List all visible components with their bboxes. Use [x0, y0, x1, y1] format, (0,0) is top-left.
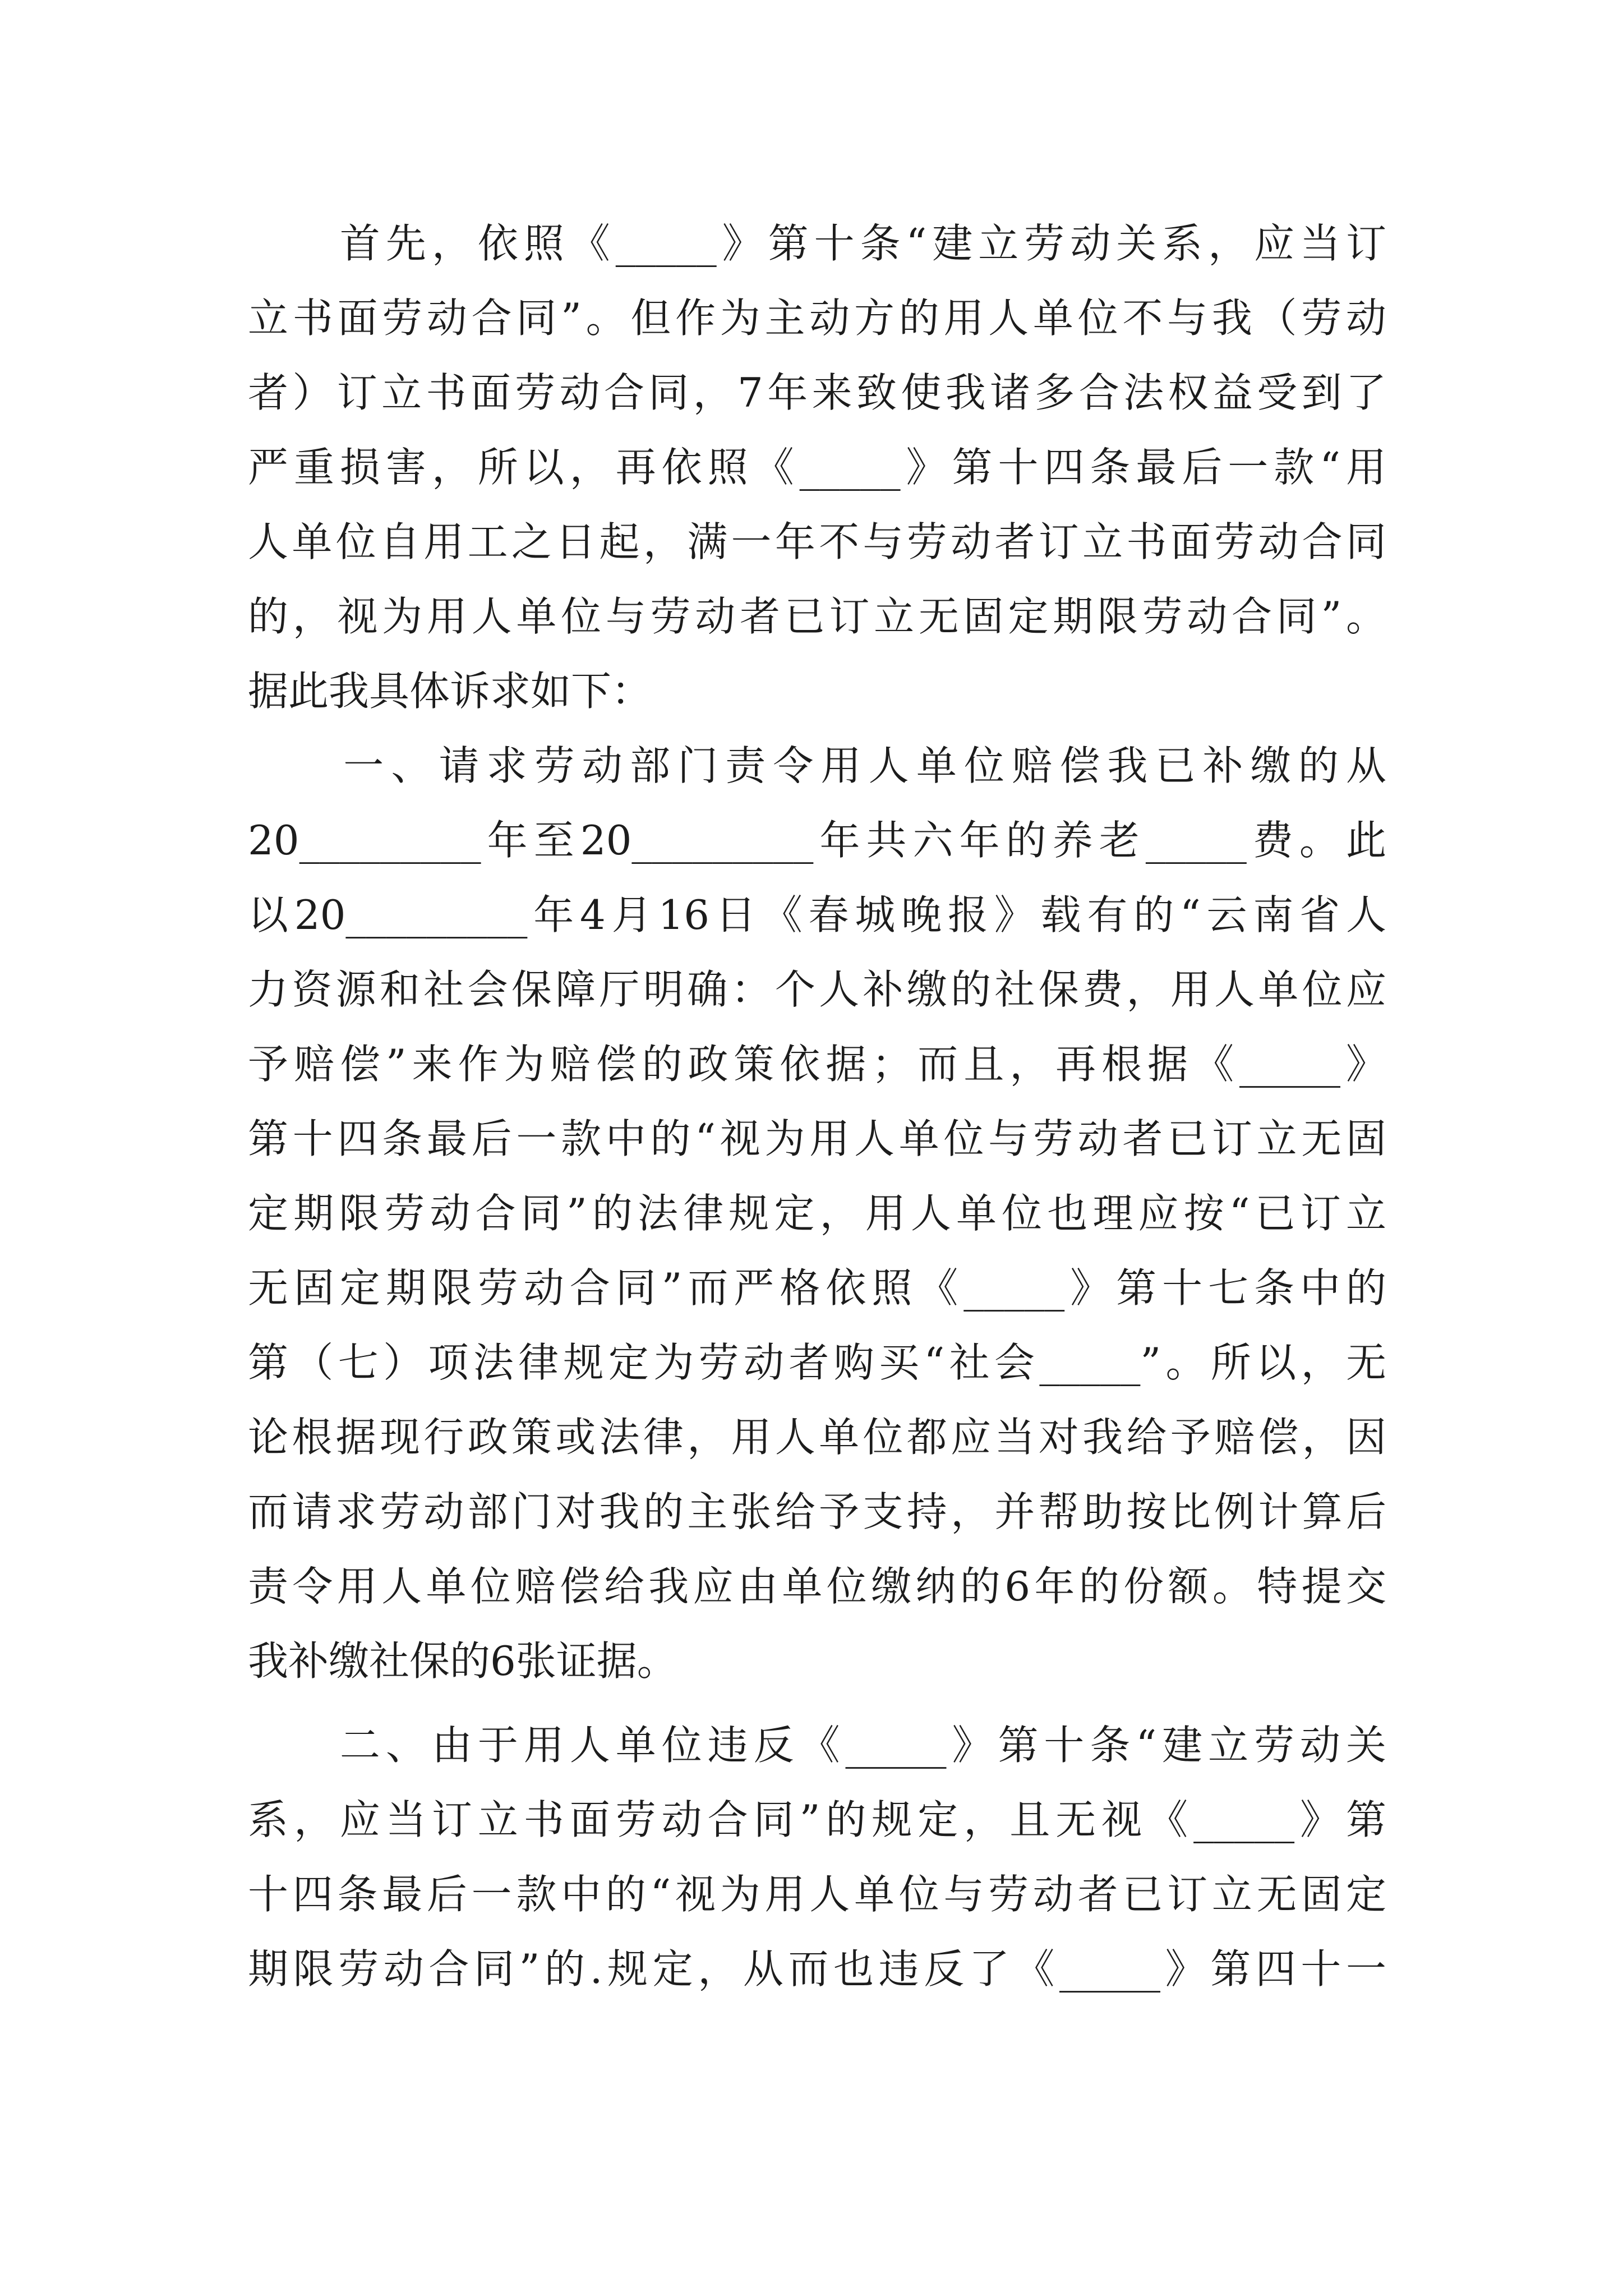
text-line: 予赔偿”来作为赔偿的政策依据；而且，再根据《_____》 [248, 1041, 1386, 1088]
text-line: 一、请求劳动部门责令用人单位赔偿我已补缴的从 [248, 742, 1386, 789]
text-line: 据此我具体诉求如下： [248, 668, 652, 715]
text-line: 期限劳动合同”的.规定，从而也违反了《_____》第四十一 [248, 1945, 1386, 1993]
text-line: 人单位自用工之日起，满一年不与劳动者订立书面劳动合同 [248, 518, 1386, 565]
text-line: 的，视为用人单位与劳动者已订立无固定期限劳动合同”。 [248, 593, 1386, 640]
text-line: 二、由于用人单位违反《_____》第十条“建立劳动关 [248, 1722, 1386, 1769]
text-line: 首先，依照《_____》第十条“建立劳动关系，应当订 [248, 220, 1386, 267]
text-line: 而请求劳动部门对我的主张给予支持，并帮助按比例计算后 [248, 1488, 1386, 1535]
text-line: 者）订立书面劳动合同，7年来致使我诸多合法权益受到了 [248, 369, 1386, 416]
text-line: 严重损害，所以，再依照《_____》第十四条最后一款“用 [248, 444, 1386, 491]
text-line: 20_________年至20_________年共六年的养老_____费。此 [248, 817, 1386, 864]
text-line: 系，应当订立书面劳动合同”的规定，且无视《_____》第 [248, 1796, 1386, 1843]
text-line: 十四条最后一款中的“视为用人单位与劳动者已订立无固定 [248, 1871, 1386, 1918]
text-line: 以20_________年4月16日《春城晚报》载有的“云南省人 [248, 891, 1386, 938]
text-line: 我补缴社保的6张证据。 [248, 1637, 677, 1685]
text-line: 定期限劳动合同”的法律规定，用人单位也理应按“已订立 [248, 1190, 1386, 1237]
text-line: 第（七）项法律规定为劳动者购买“社会_____”。所以，无 [248, 1339, 1386, 1386]
text-line: 无固定期限劳动合同”而严格依照《_____》第十七条中的 [248, 1264, 1386, 1312]
text-line: 第十四条最后一款中的“视为用人单位与劳动者已订立无固 [248, 1115, 1386, 1162]
text-line: 论根据现行政策或法律，用人单位都应当对我给予赔偿，因 [248, 1414, 1386, 1461]
text-line: 责令用人单位赔偿给我应由单位缴纳的6年的份额。特提交 [248, 1563, 1386, 1610]
text-line: 力资源和社会保障厅明确：个人补缴的社保费，用人单位应 [248, 966, 1386, 1013]
text-line: 立书面劳动合同”。但作为主动方的用人单位不与我（劳动 [248, 295, 1386, 342]
